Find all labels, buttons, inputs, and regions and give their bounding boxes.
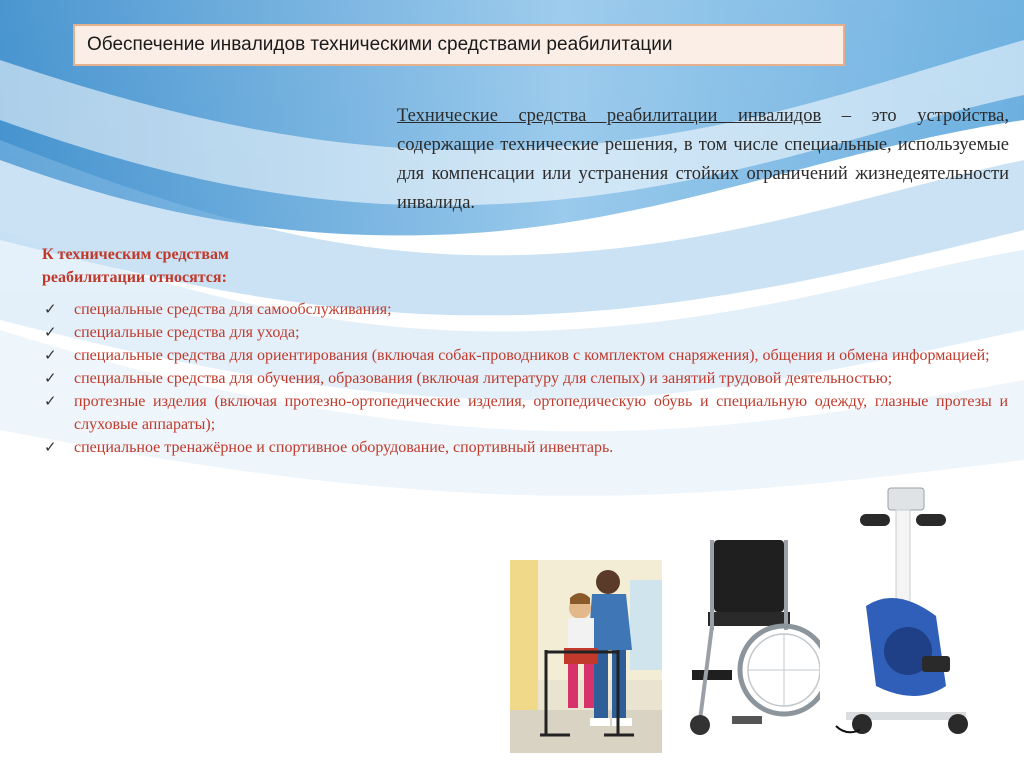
check-icon: ✓	[44, 369, 57, 387]
check-icon: ✓	[44, 346, 57, 364]
list-intro	[42, 243, 342, 289]
rehab-means-list	[42, 298, 1008, 459]
check-icon: ✓	[44, 323, 57, 341]
list-item	[42, 367, 1008, 390]
list-item	[42, 390, 1008, 436]
check-icon: ✓	[44, 438, 57, 456]
check-icon: ✓	[44, 392, 57, 410]
list-item	[42, 298, 1008, 321]
list-intro-line1: К техническим средствам	[42, 246, 229, 263]
list-item	[42, 344, 1008, 367]
definition-paragraph	[397, 102, 1009, 218]
slide-title: Обеспечение инвалидов техническими средствами реабилитации	[87, 34, 673, 55]
list-item	[42, 436, 1008, 459]
list-item-text: протезные изделия (включая протезно-ортопедические изделия, ортопедическую обувь и специальную одежду, глазные протезы и слуховые аппараты);	[74, 393, 1008, 433]
list-item-text: специальное тренажёрное и спортивное оборудование, спортивный инвентарь.	[74, 439, 614, 456]
list-intro-line2: реабилитации относятся:	[42, 269, 227, 286]
title-box	[73, 24, 845, 66]
list-item	[42, 321, 1008, 344]
list-item-text: специальные средства для ориентирования (включая собак-проводников с комплектом снаряжения), общения и обмена информацией;	[74, 347, 990, 364]
list-item-text: специальные средства для ухода;	[74, 324, 300, 341]
list-item-text: специальные средства для обучения, образования (включая литературу для слепых) и занятий трудовой деятельностью;	[74, 370, 893, 387]
definition-text: – это устройства, содержащие технические решения, в том числе специальные, используемые для компенсации или устранения стойких ограничений жизнедеятельности инвалида.	[397, 106, 1009, 213]
walker-photo	[510, 560, 662, 753]
list-item-text: специальные средства для самообслуживания;	[74, 301, 392, 318]
exercise-bike-photo	[826, 486, 986, 752]
definition-term: Технические средства реабилитации инвалидов	[397, 106, 822, 126]
check-icon: ✓	[44, 300, 57, 318]
wheelchair-photo	[672, 520, 820, 748]
